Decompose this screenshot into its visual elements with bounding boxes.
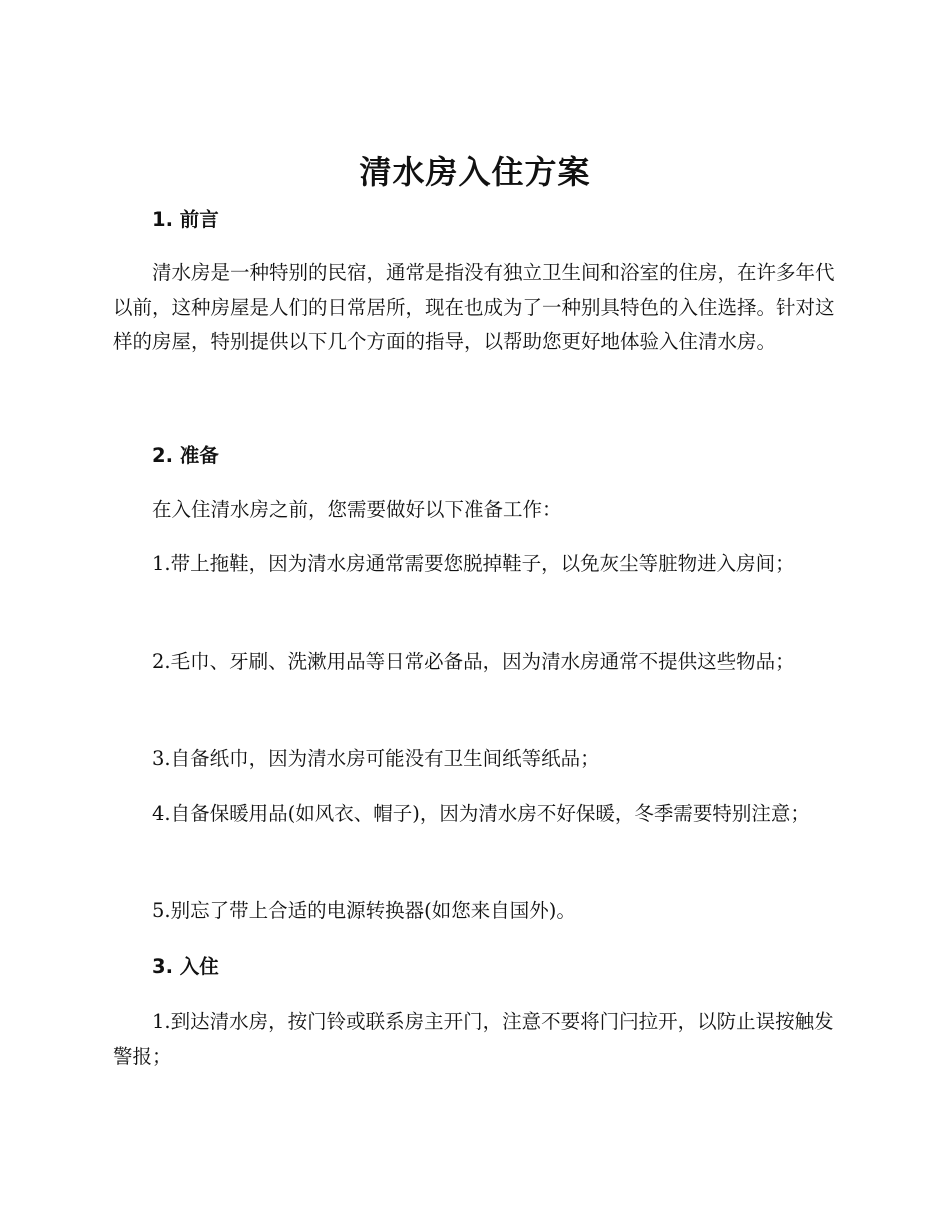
- paragraph-preparation-intro: 在入住清水房之前，您需要做好以下准备工作：: [152, 498, 562, 521]
- list-item-toiletries: 2.毛巾、牙刷、洗漱用品等日常必备品，因为清水房通常不提供这些物品；: [152, 650, 795, 673]
- section-heading-checkin: 3. 入住: [152, 955, 219, 978]
- paragraph-preface: 清水房是一种特别的民宿，通常是指没有独立卫生间和浴室的住房，在许多年代以前，这种房屋是人们的日常居所，现在也成为了一种别具特色的入住选择。针对这样的房屋，特别提供以下几个方面的指导，以帮助您更好地体验入住清水房。: [113, 261, 835, 353]
- list-item-warm-clothing: 4.自备保暖用品(如风衣、帽子)，因为清水房不好保暖，冬季需要特别注意；: [152, 802, 810, 825]
- document-title: 清水房入住方案: [359, 153, 591, 191]
- list-item-arrival: 1.到达清水房，按门铃或联系房主开门，注意不要将门闩拉开，以防止误按触发警报；: [113, 1010, 834, 1068]
- list-item-power-adapter: 5.别忘了带上合适的电源转换器(如您来自国外)。: [152, 899, 576, 922]
- list-item-slippers: 1.带上拖鞋，因为清水房通常需要您脱掉鞋子，以免灰尘等脏物进入房间；: [152, 552, 795, 575]
- list-item-tissues: 3.自备纸巾，因为清水房可能没有卫生间纸等纸品；: [152, 747, 600, 770]
- section-heading-preface: 1. 前言: [152, 208, 219, 231]
- section-heading-preparation: 2. 准备: [152, 444, 219, 467]
